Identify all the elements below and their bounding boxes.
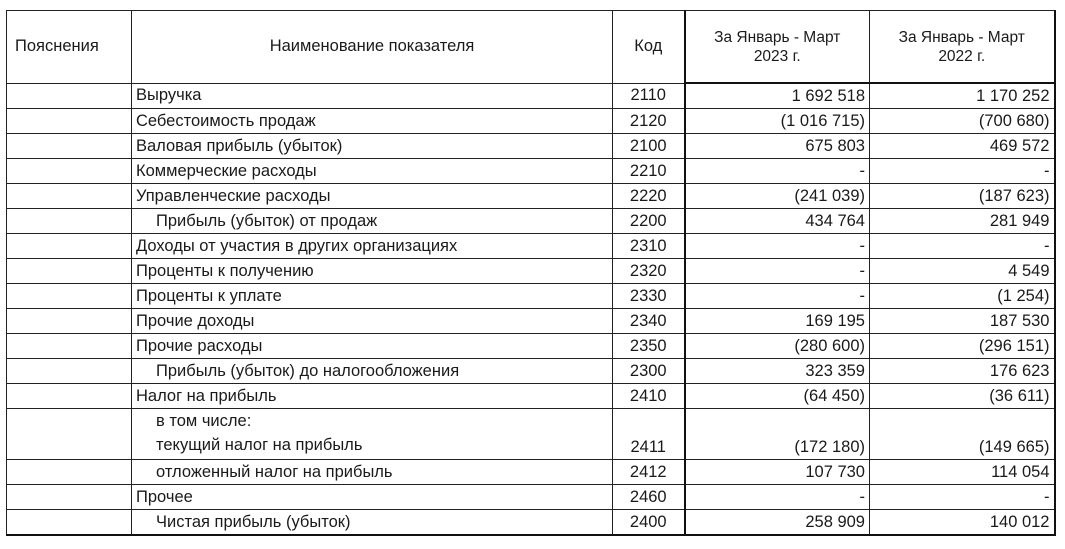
indicator-code: 2310 <box>613 234 685 259</box>
indicator-name: Управленческие расходы <box>132 184 613 209</box>
indicator-code: 2400 <box>613 510 685 536</box>
value-2022: - <box>870 234 1055 259</box>
value-2022: 281 949 <box>870 209 1055 234</box>
indicator-code: 2100 <box>613 134 685 159</box>
indicator-name: Проценты к уплате <box>132 284 613 309</box>
table-row <box>7 359 1055 384</box>
indicator-code: 2410 <box>613 384 685 409</box>
explanation-cell <box>7 359 132 384</box>
value-2022: (187 623) <box>870 184 1055 209</box>
explanation-cell <box>7 460 132 485</box>
header-period-2023 <box>685 11 870 84</box>
value-2022: 114 054 <box>870 460 1055 485</box>
table-row <box>7 510 1055 536</box>
table-row <box>7 409 1055 460</box>
header-period-2022-line2: 2022 г. <box>938 47 986 65</box>
indicator-code: 2320 <box>613 259 685 284</box>
table-row <box>7 109 1055 134</box>
explanation-cell <box>7 334 132 359</box>
value-2022: (149 665) <box>870 409 1055 460</box>
explanation-cell <box>7 134 132 159</box>
table-row <box>7 284 1055 309</box>
indicator-code: 2340 <box>613 309 685 334</box>
table-row <box>7 209 1055 234</box>
value-2023: 258 909 <box>685 510 870 536</box>
value-2023: - <box>685 284 870 309</box>
value-2022: 176 623 <box>870 359 1055 384</box>
indicator-name: Чистая прибыль (убыток) <box>132 510 613 536</box>
header-period-2022 <box>870 11 1055 84</box>
value-2023: (280 600) <box>685 334 870 359</box>
indicator-code: 2412 <box>613 460 685 485</box>
indicator-code: 2411 <box>613 409 685 460</box>
value-2022: - <box>870 485 1055 510</box>
indicator-code: 2300 <box>613 359 685 384</box>
value-2022: 140 012 <box>870 510 1055 536</box>
explanation-cell <box>7 284 132 309</box>
explanation-cell <box>7 234 132 259</box>
value-2022: 4 549 <box>870 259 1055 284</box>
table-row <box>7 259 1055 284</box>
value-2022: (296 151) <box>870 334 1055 359</box>
value-2022: (36 611) <box>870 384 1055 409</box>
value-2023: 169 195 <box>685 309 870 334</box>
value-2023: (1 016 715) <box>685 109 870 134</box>
header-code: Код <box>613 11 685 84</box>
value-2023: 1 692 518 <box>685 83 870 109</box>
value-2023: - <box>685 259 870 284</box>
indicator-subheading: в том числе: <box>156 412 252 430</box>
table-row <box>7 134 1055 159</box>
explanation-cell <box>7 510 132 536</box>
table-row <box>7 485 1055 510</box>
explanation-cell <box>7 209 132 234</box>
indicator-code: 2210 <box>613 159 685 184</box>
value-2023: (241 039) <box>685 184 870 209</box>
value-2023: - <box>685 485 870 510</box>
table-row <box>7 309 1055 334</box>
header-explanations: Пояснения <box>7 11 132 84</box>
indicator-name <box>132 409 613 460</box>
indicator-name: Прочие доходы <box>132 309 613 334</box>
indicator-name: Проценты к получению <box>132 259 613 284</box>
indicator-name: Коммерческие расходы <box>132 159 613 184</box>
explanation-cell <box>7 83 132 109</box>
value-2023: 107 730 <box>685 460 870 485</box>
indicator-name: Себестоимость продаж <box>132 109 613 134</box>
value-2022: 469 572 <box>870 134 1055 159</box>
table-row <box>7 83 1055 109</box>
indicator-code: 2120 <box>613 109 685 134</box>
header-row <box>7 11 1055 84</box>
header-period-2023-line2: 2023 г. <box>753 47 801 65</box>
value-2023: - <box>685 234 870 259</box>
indicator-name: отложенный налог на прибыль <box>132 460 613 485</box>
value-2022: (700 680) <box>870 109 1055 134</box>
value-2023: 675 803 <box>685 134 870 159</box>
value-2023: (64 450) <box>685 384 870 409</box>
explanation-cell <box>7 109 132 134</box>
indicator-name: Доходы от участия в других организациях <box>132 234 613 259</box>
value-2022: 187 530 <box>870 309 1055 334</box>
value-2022: (1 254) <box>870 284 1055 309</box>
indicator-name: Прибыль (убыток) от продаж <box>132 209 613 234</box>
table-row <box>7 384 1055 409</box>
income-statement-table <box>6 10 1056 536</box>
header-indicator: Наименование показателя <box>132 11 613 84</box>
indicator-code: 2200 <box>613 209 685 234</box>
explanation-cell <box>7 409 132 460</box>
value-2023: 323 359 <box>685 359 870 384</box>
value-2023: (172 180) <box>685 409 870 460</box>
table-row <box>7 334 1055 359</box>
explanation-cell <box>7 259 132 284</box>
table-row <box>7 159 1055 184</box>
explanation-cell <box>7 159 132 184</box>
table-row <box>7 184 1055 209</box>
indicator-name-text: текущий налог на прибыль <box>156 436 363 454</box>
indicator-name: Прочие расходы <box>132 334 613 359</box>
explanation-cell <box>7 184 132 209</box>
indicator-name: Налог на прибыль <box>132 384 613 409</box>
indicator-code: 2330 <box>613 284 685 309</box>
value-2023: - <box>685 159 870 184</box>
indicator-code: 2110 <box>613 83 685 109</box>
explanation-cell <box>7 309 132 334</box>
indicator-name: Выручка <box>132 83 613 109</box>
value-2022: 1 170 252 <box>870 83 1055 109</box>
header-period-2022-line1: За Январь - Март <box>898 28 1025 46</box>
value-2022: - <box>870 159 1055 184</box>
indicator-code: 2350 <box>613 334 685 359</box>
table-row <box>7 460 1055 485</box>
explanation-cell <box>7 384 132 409</box>
indicator-name: Валовая прибыль (убыток) <box>132 134 613 159</box>
indicator-name: Прибыль (убыток) до налогообложения <box>132 359 613 384</box>
table-row <box>7 234 1055 259</box>
value-2023: 434 764 <box>685 209 870 234</box>
header-period-2023-line1: За Январь - Март <box>714 28 841 46</box>
indicator-name: Прочее <box>132 485 613 510</box>
income-statement-sheet <box>6 10 1054 536</box>
indicator-code: 2460 <box>613 485 685 510</box>
indicator-code: 2220 <box>613 184 685 209</box>
explanation-cell <box>7 485 132 510</box>
